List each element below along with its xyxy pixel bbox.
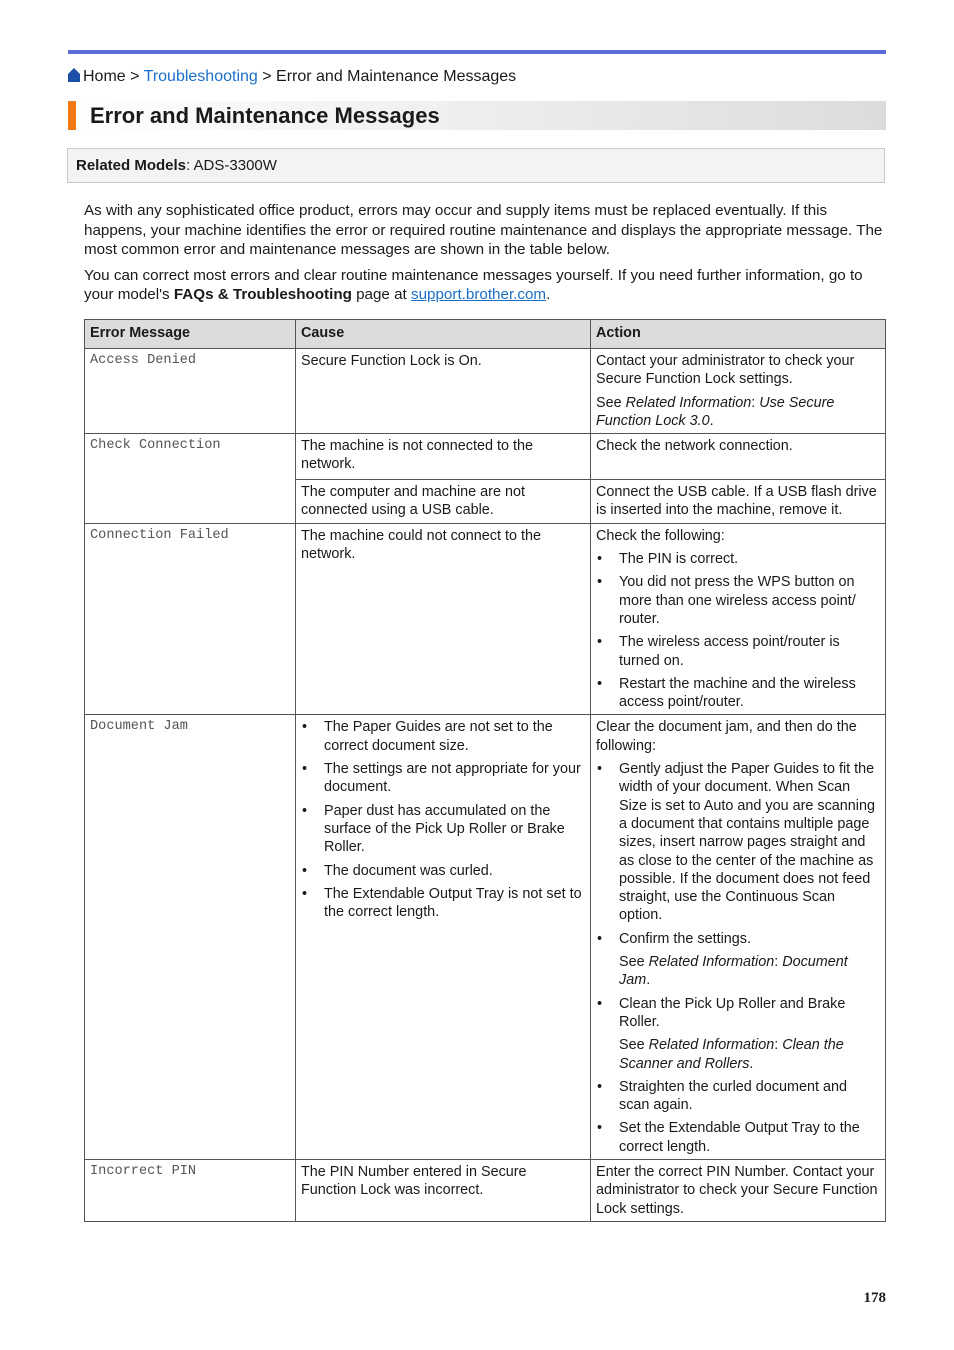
action-cell — [591, 523, 886, 715]
top-rule — [68, 50, 886, 54]
action-cell — [591, 715, 886, 1160]
cause-cell — [296, 715, 591, 1160]
related-info-label: Related Information — [648, 1037, 775, 1054]
see-related — [596, 394, 880, 431]
related-info-label: Related Information — [648, 954, 775, 971]
page-title: Error and Maintenance Messages — [90, 103, 440, 128]
related-info-label: Related Information — [625, 394, 752, 411]
error-message-cell: Connection Failed — [85, 523, 296, 715]
related-models-label: Related Models — [76, 157, 187, 174]
action-text: Contact your administrator to check your Secure Function Lock settings. — [596, 353, 855, 388]
list-item: • Gently adjust the Paper Guides to fit the width of your document. When Scan Size is set to Auto and you are scanning a document that contains multiple page sizes, insert narrow pages straight and as close to the center of the machine as possible. If the document does not feed straight, use the Continuous Scan option. — [596, 760, 880, 925]
action-intro: Clear the document jam, and then do the following: — [596, 719, 857, 754]
see-related — [596, 1036, 880, 1073]
action-intro: Check the following: — [596, 527, 725, 544]
faqs-bold: FAQs & Troubleshooting — [173, 286, 352, 303]
cause-cell: Secure Function Lock is On. — [296, 349, 591, 434]
see-text: See — [619, 954, 649, 971]
page-number: 178 — [863, 1290, 886, 1306]
header-cause: Cause — [296, 320, 591, 349]
period: . — [646, 972, 651, 989]
action-cell: Check the network connection. — [591, 434, 886, 480]
action-list — [596, 550, 880, 711]
intro-text-b: page at — [351, 286, 411, 303]
breadcrumb-separator: > — [257, 68, 277, 85]
action-cell: Enter the correct PIN Number. Contact your administrator to check your Secure Function Lock settings. — [591, 1159, 886, 1221]
list-item: • The settings are not appropriate for your document. — [301, 760, 585, 797]
header-error-message: Error Message — [85, 320, 296, 349]
cause-cell: The PIN Number entered in Secure Function Lock was incorrect. — [296, 1159, 591, 1221]
see-related — [596, 953, 880, 990]
error-message-cell: Incorrect PIN — [85, 1159, 296, 1221]
error-message-cell: Access Denied — [85, 349, 296, 434]
breadcrumb-home[interactable]: Home — [83, 68, 126, 85]
intro-text-a: You can correct most errors and clear routine maintenance messages yourself. If you need further information, go to your model's — [84, 266, 863, 303]
error-message-cell: Check Connection — [85, 434, 296, 524]
home-icon[interactable] — [68, 68, 80, 82]
cause-cell: The computer and machine are not connected using a USB cable. — [296, 480, 591, 524]
table-row — [85, 434, 886, 480]
list-item: • The Paper Guides are not set to the correct document size. — [301, 718, 585, 755]
title-marker — [68, 101, 76, 130]
related-info-target[interactable]: Document Jam — [619, 954, 848, 989]
page-title-band — [68, 101, 886, 130]
table-row — [85, 715, 886, 1160]
list-item: • Restart the machine and the wireless access point/router. — [596, 675, 880, 712]
colon: : — [774, 1037, 783, 1054]
intro-paragraph-2 — [84, 266, 884, 305]
related-models-value: ADS-3300W — [193, 157, 277, 174]
list-item: • The PIN is correct. — [596, 550, 880, 568]
list-item: • Confirm the settings. — [596, 930, 880, 948]
list-item: • The document was curled. — [301, 862, 585, 880]
action-list — [596, 1078, 880, 1156]
see-text: See — [619, 1037, 649, 1054]
cause-list — [301, 718, 585, 921]
related-info-target[interactable]: Clean the Scanner and Rollers — [619, 1037, 844, 1072]
related-info-target[interactable]: Use Secure Function Lock 3.0 — [596, 394, 835, 429]
action-list — [596, 995, 880, 1032]
related-models-sep: : — [186, 157, 194, 174]
support-link[interactable]: support.brother.com — [411, 286, 547, 303]
table-row — [85, 1159, 886, 1221]
colon: : — [774, 954, 783, 971]
intro-text — [84, 201, 884, 311]
error-messages-table — [84, 319, 886, 1222]
action-cell — [591, 349, 886, 434]
intro-paragraph-1: As with any sophisticated office product, errors may occur and supply items must be replaced eventually. If this happens, your machine identifies the error or required routine maintenance and displays the appropriate message. The most common error and maintenance messages are shown in the table below. — [84, 202, 883, 258]
period: . — [709, 412, 714, 429]
breadcrumb-separator: > — [125, 68, 144, 85]
list-item: • Straighten the curled document and scan again. — [596, 1078, 880, 1115]
table-row — [85, 349, 886, 434]
header-action: Action — [591, 320, 886, 349]
list-item: • Paper dust has accumulated on the surface of the Pick Up Roller or Brake Roller. — [301, 802, 585, 857]
list-item: • You did not press the WPS button on more than one wireless access point/ router. — [596, 573, 880, 628]
see-text: See — [596, 394, 626, 411]
period: . — [749, 1055, 754, 1072]
list-item: • The Extendable Output Tray is not set to the correct length. — [301, 885, 585, 922]
cause-cell: The machine could not connect to the network. — [296, 523, 591, 715]
action-cell: Connect the USB cable. If a USB flash drive is inserted into the machine, remove it. — [591, 480, 886, 524]
list-item: • Set the Extendable Output Tray to the correct length. — [596, 1119, 880, 1156]
breadcrumb — [68, 67, 516, 87]
list-item: • Clean the Pick Up Roller and Brake Roller. — [596, 995, 880, 1032]
colon: : — [751, 394, 760, 411]
list-item: • The wireless access point/router is turned on. — [596, 633, 880, 670]
table-row — [85, 523, 886, 715]
breadcrumb-current: Error and Maintenance Messages — [276, 68, 517, 85]
table-header-row — [85, 320, 886, 349]
cause-cell: The machine is not connected to the network. — [296, 434, 591, 480]
related-models-box — [67, 148, 885, 183]
action-list — [596, 760, 880, 948]
error-message-cell: Document Jam — [85, 715, 296, 1160]
breadcrumb-link-troubleshooting[interactable]: Troubleshooting — [143, 68, 258, 85]
intro-text-end: . — [546, 286, 551, 303]
